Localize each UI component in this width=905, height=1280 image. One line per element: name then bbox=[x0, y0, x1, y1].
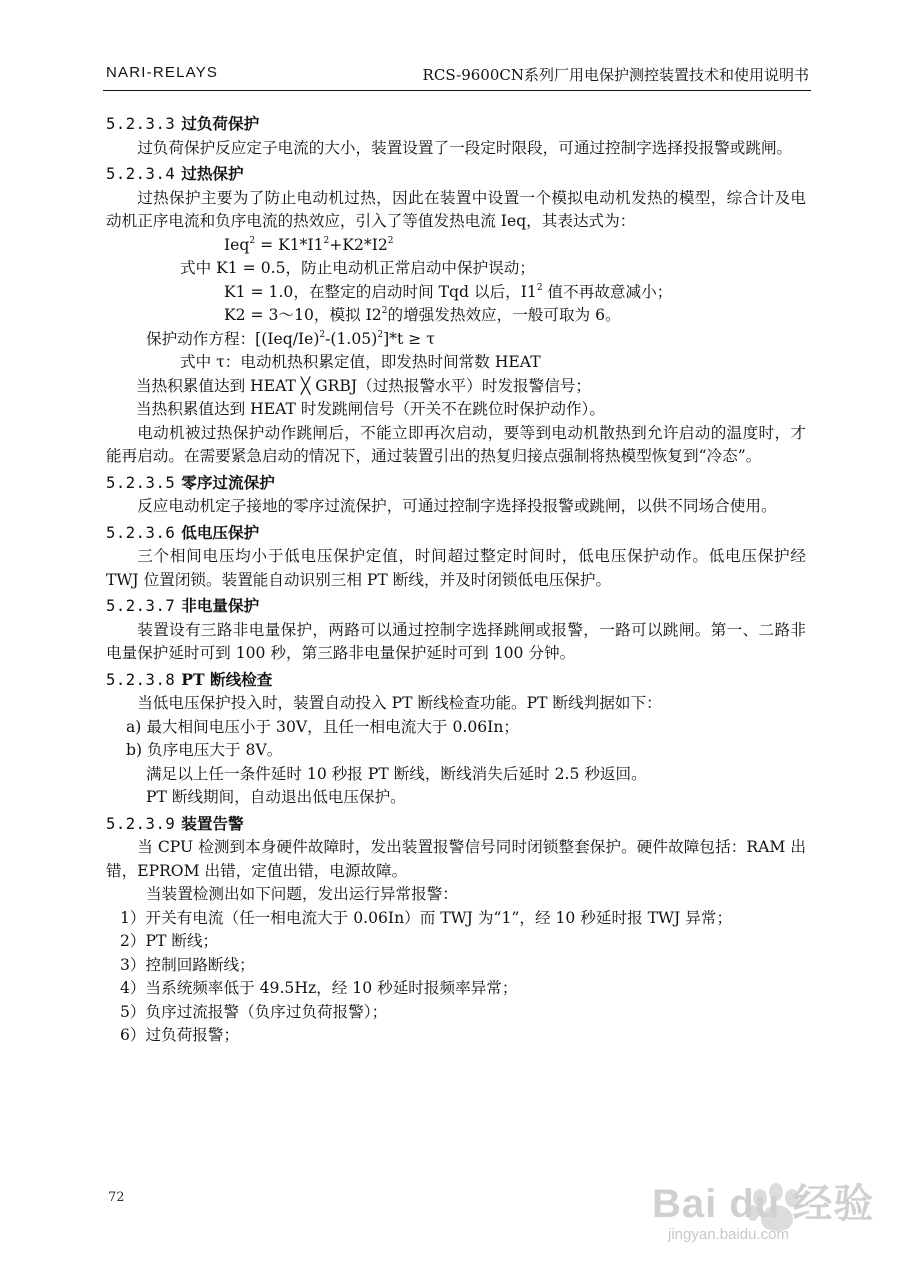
section-heading: 5.2.3.9 装置告警 bbox=[106, 813, 244, 833]
section-heading: 5.2.3.5 零序过流保护 bbox=[106, 472, 275, 492]
section-heading: 5.2.3.3 过负荷保护 bbox=[106, 114, 260, 133]
section-heading: 5.2.3.6 低电压保护 bbox=[106, 522, 260, 542]
list-item: 1）开关有电流（任一相电流大于 0.06In）而 TWJ 为“1”，经 10 秒延时报 TWJ 异常； bbox=[120, 908, 733, 927]
list-item: 6）过负荷报警； bbox=[120, 1026, 240, 1044]
paragraph: 当低电压保护投入时，装置自动投入 PT 断线检查功能。PT 断线判据如下： bbox=[137, 694, 662, 712]
trip-condition: 当热积累值达到 HEAT 时发跳闸信号（开关不在跳位时保护动作）。 bbox=[136, 400, 605, 418]
paragraph: 电动机被过热保护动作跳闸后，不能立即再次启动，要等到电动机散热到允许启动的温度时，才能再启动。在需要紧急启动的情况下，通过装置引出的热复归接点强制将热模型恢复到“冷态”。 bbox=[106, 423, 806, 465]
paragraph: 满足以上任一条件延时 10 秒报 PT 断线，断线消失后延时 2.5 秒返回。 bbox=[146, 764, 647, 783]
coefficient-k1-alt: K1 = 1.0，在整定的启动时间 Tqd 以后，$I1^2$ 值不再故意减小； bbox=[224, 282, 673, 301]
list-item: 2）PT 断线； bbox=[120, 932, 219, 950]
list-item: 3）控制回路断线； bbox=[120, 955, 255, 974]
watermark-url: jingyan.baidu.com bbox=[668, 1226, 789, 1243]
alarm-condition: 当热积累值达到 HEAT ╳ GRBJ（过热报警水平）时发报警信号； bbox=[136, 376, 592, 395]
watermark-logo-text: Bai du 经验 bbox=[652, 1182, 875, 1226]
section-heading: 5.2.3.7 非电量保护 bbox=[106, 596, 260, 615]
paragraph: 当装置检测出如下问题，发出运行异常报警： bbox=[146, 885, 458, 903]
coefficient-k2: K2 = 3～10，模拟 $I2^2$的增强发热效应，一般可取为 6。 bbox=[224, 306, 621, 324]
list-item: 4）当系统频率低于 49.5Hz，经 10 秒延时报频率异常； bbox=[120, 979, 518, 997]
header-divider bbox=[103, 90, 811, 91]
list-item: b) 负序电压大于 8V。 bbox=[126, 741, 283, 759]
paragraph: 反应电动机定子接地的零序过流保护，可通过控制字选择投报警或跳闸，以供不同场合使用。 bbox=[137, 497, 777, 515]
list-item: 5）负序过流报警（负序过负荷报警）； bbox=[120, 1002, 388, 1021]
paragraph: 三个相间电压均小于低电压保护定值，时间超过整定时间时，低电压保护动作。低电压保护经 TWJ 位置闭锁。装置能自动识别三相 PT 断线，并及时闭锁低电压保护。 bbox=[106, 547, 806, 589]
paragraph: 过负荷保护反应定子电流的大小，装置设置了一段定时限段，可通过控制字选择投报警或跳闸。 bbox=[137, 138, 793, 157]
header-left: NARI-RELAYS bbox=[106, 64, 219, 81]
document-body bbox=[106, 110, 806, 1048]
page-number: 72 bbox=[108, 1190, 125, 1205]
paragraph: 当 CPU 检测到本身硬件故障时，发出装置报警信号同时闭锁整套保护。硬件故障包括：RAM 出错，EPROM 出错，定值出错，电源故障。 bbox=[106, 838, 806, 880]
section-heading: 5.2.3.8 PT 断线检查 bbox=[106, 669, 273, 689]
paragraph: 装置设有三路非电量保护，两路可以通过控制字选择跳闸或报警，一路可以跳闸。第一、二路非电量保护延时可到 100 秒，第三路非电量保护延时可到 100 分钟。 bbox=[106, 620, 806, 662]
protection-equation: 保护动作方程：$[(Ieq/Ie)^2-(1.05)^2]*t \ge \tau$ bbox=[146, 329, 435, 348]
section-heading: 5.2.3.4 过热保护 bbox=[106, 164, 244, 183]
header-right: RCS-9600CN系列厂用电保护测控装置技术和使用说明书 bbox=[422, 66, 809, 84]
paragraph: 过热保护主要为了防止电动机过热，因此在装置中设置一个模拟电动机发热的模型，综合计及电动机正序电流和负序电流的热效应，引入了等值发热电流 Ieq，其表达式为： bbox=[106, 188, 806, 230]
formula-ieq: $Ieq^2 = K1*I1^2+K2*I2^2$ bbox=[224, 235, 394, 254]
coefficient-k1: 式中 K1 = 0.5，防止电动机正常启动中保护误动； bbox=[180, 259, 535, 277]
paragraph: PT 断线期间，自动退出低电压保护。 bbox=[146, 788, 406, 806]
tau-definition: 式中 τ：电动机热积累定值，即发热时间常数 HEAT bbox=[180, 353, 541, 371]
list-item: a) 最大相间电压小于 30V，且任一相电流大于 0.06In； bbox=[126, 717, 519, 736]
